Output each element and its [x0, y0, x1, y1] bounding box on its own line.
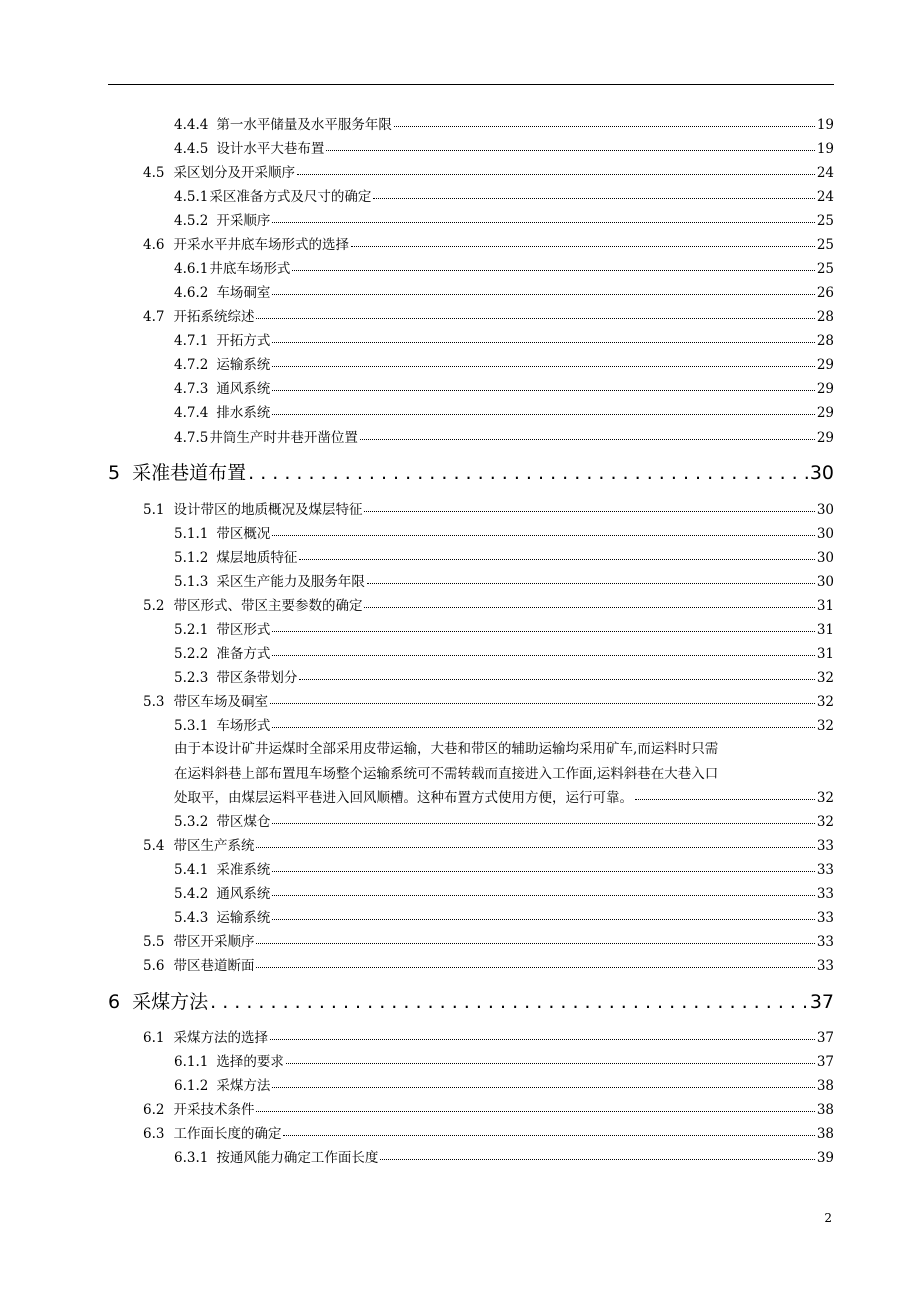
- dot-leader: [270, 1026, 815, 1041]
- toc-section-number: 4.5.1: [174, 189, 209, 205]
- toc-title: 带区煤仓: [216, 814, 271, 830]
- dot-leader: [256, 305, 814, 320]
- dot-leader: [272, 618, 814, 633]
- toc-title: 第一水平储量及水平服务年限: [216, 117, 392, 133]
- toc-entry[interactable]: [174, 570, 834, 590]
- dot-leader: [373, 185, 814, 200]
- toc-title: 带区条带划分: [216, 670, 298, 686]
- toc-page-number: 25: [816, 237, 834, 253]
- toc-section-number: 6: [108, 991, 121, 1013]
- toc-title: 车场硐室: [216, 285, 271, 301]
- toc-page-number: 30: [816, 502, 834, 518]
- toc-section-number: 4.6: [143, 237, 165, 253]
- toc-entry[interactable]: [174, 642, 834, 662]
- toc-page-number: 19: [816, 141, 834, 157]
- toc-page-number: 33: [816, 934, 834, 950]
- toc-entry[interactable]: [143, 690, 834, 710]
- toc-title: 带区概况: [216, 526, 271, 542]
- paragraph-line: 由于本设计矿井运煤时全部采用皮带运输，大巷和带区的辅助运输均采用矿车,而运料时只需: [174, 741, 719, 757]
- toc-page-number: 30: [809, 462, 834, 484]
- toc-title: 采区生产能力及服务年限: [216, 574, 365, 590]
- toc-title: 带区车场及硐室: [173, 694, 268, 710]
- toc-title: 准备方式: [216, 646, 271, 662]
- dot-leader: [367, 570, 815, 585]
- toc-page-number: 24: [816, 165, 834, 181]
- toc-title: 车场形式: [216, 718, 271, 734]
- dot-leader: [248, 462, 808, 484]
- toc-section-number: 5.3: [143, 694, 165, 710]
- toc-page-number: 39: [816, 1150, 834, 1166]
- toc-page-number: 29: [816, 430, 834, 446]
- toc-page-number: 32: [816, 694, 834, 710]
- toc-section-number: 4.5: [143, 165, 165, 181]
- dot-leader: [256, 1098, 814, 1113]
- toc-section-number: 5.1: [143, 502, 165, 518]
- toc-title: 采准巷道布置: [132, 462, 247, 484]
- toc-chapter-entry[interactable]: [108, 987, 834, 1014]
- toc-section-number: 5.3.2: [174, 814, 209, 830]
- toc-section-number: 4.7.1: [174, 333, 209, 349]
- toc-title: 采煤方法: [216, 1078, 271, 1094]
- toc-entry[interactable]: [174, 257, 834, 277]
- toc-title: 开采顺序: [216, 213, 271, 229]
- dot-leader: [360, 426, 815, 441]
- toc-entry[interactable]: [174, 906, 834, 926]
- toc-entry[interactable]: [143, 1026, 834, 1046]
- toc-title: 设计水平大巷布置: [216, 141, 325, 157]
- toc-page-number: 33: [816, 838, 834, 854]
- toc-entry[interactable]: [174, 113, 834, 133]
- toc-entry[interactable]: [143, 498, 834, 518]
- toc-page-number: 26: [816, 285, 834, 301]
- toc-entry[interactable]: [143, 1098, 834, 1118]
- toc-page-number: 32: [816, 814, 834, 830]
- paragraph-last-line: [174, 786, 834, 811]
- toc-entry[interactable]: [174, 209, 834, 229]
- toc-section-number: 5.2.3: [174, 670, 209, 686]
- toc-entry[interactable]: [174, 329, 834, 349]
- toc-title: 带区形式、带区主要参数的确定: [173, 598, 363, 614]
- toc-entry[interactable]: [174, 858, 834, 878]
- dot-leader: [364, 594, 814, 609]
- toc-section-number: 5.2: [143, 598, 165, 614]
- dot-leader: [326, 137, 814, 152]
- toc-title: 开拓系统综述: [173, 309, 255, 325]
- dot-leader: [272, 281, 814, 296]
- toc-section-number: 6.3: [143, 1126, 165, 1142]
- toc-section-number: 4.7.2: [174, 357, 209, 373]
- dot-leader: [272, 401, 814, 416]
- toc-entry[interactable]: [174, 353, 834, 373]
- dot-leader: [272, 642, 814, 657]
- toc-entry[interactable]: [174, 137, 834, 157]
- toc-title: 带区巷道断面: [173, 958, 255, 974]
- dot-leader: [272, 209, 814, 224]
- toc-page-number: 38: [816, 1102, 834, 1118]
- toc-page-number: 29: [816, 381, 834, 397]
- toc-title: 井底车场形式: [209, 261, 291, 277]
- toc-page-number: 32: [816, 718, 834, 734]
- toc-section-number: 5.4: [143, 838, 165, 854]
- toc-section-number: 5: [108, 462, 121, 484]
- toc-title: 采煤方法: [132, 991, 209, 1013]
- toc-section-number: 4.7.5: [174, 430, 209, 446]
- toc-section-number: 6.2: [143, 1102, 165, 1118]
- dot-leader: [272, 329, 814, 344]
- dot-leader: [299, 546, 814, 561]
- dot-leader: [297, 161, 815, 176]
- toc-page-number: 33: [816, 958, 834, 974]
- toc-page-number: 25: [816, 213, 834, 229]
- toc-title: 煤层地质特征: [216, 550, 298, 566]
- toc-entry[interactable]: [174, 1050, 834, 1070]
- dot-leader: [256, 954, 814, 969]
- toc-title: 开采技术条件: [173, 1102, 255, 1118]
- dot-leader: [380, 1146, 814, 1161]
- dot-leader: [394, 113, 815, 128]
- toc-title: 开采水平井底车场形式的选择: [173, 237, 349, 253]
- toc-page-number: 29: [816, 357, 834, 373]
- toc-entry[interactable]: [143, 1122, 834, 1142]
- toc-entry[interactable]: [174, 377, 834, 397]
- paragraph-line: 处取平，由煤层运料平巷进入回风顺槽。这种布置方式使用方便，运行可靠。: [174, 790, 633, 806]
- toc-page-number: 30: [816, 550, 834, 566]
- toc-page-number: 25: [816, 261, 834, 277]
- toc-title: 按通风能力确定工作面长度: [216, 1150, 379, 1166]
- toc-title: 开拓方式: [216, 333, 271, 349]
- toc-section-number: 4.5.2: [174, 213, 209, 229]
- dot-leader: [270, 690, 815, 705]
- toc-inline-paragraph: [174, 737, 834, 811]
- toc-chapter-entry[interactable]: [108, 458, 834, 485]
- toc-title: 排水系统: [216, 405, 271, 421]
- toc-section-number: 4.7: [143, 309, 165, 325]
- toc-page-number: 31: [816, 622, 834, 638]
- dot-leader: [635, 786, 815, 801]
- dot-leader: [272, 353, 814, 368]
- toc-page-number: 37: [809, 991, 834, 1013]
- toc-page-number: 33: [816, 910, 834, 926]
- dot-leader: [256, 834, 814, 849]
- toc-title: 运输系统: [216, 357, 271, 373]
- toc-page-number: 28: [816, 309, 834, 325]
- dot-leader: [364, 498, 814, 513]
- toc-section-number: 5.5: [143, 934, 165, 950]
- dot-leader: [272, 714, 814, 729]
- toc-page-number: 30: [816, 526, 834, 542]
- toc-entry[interactable]: [174, 1074, 834, 1094]
- dot-leader: [272, 810, 814, 825]
- toc-page-number: 38: [816, 1078, 834, 1094]
- page-number: 2: [824, 1211, 832, 1225]
- dot-leader: [292, 257, 814, 272]
- toc-page-number: 19: [816, 117, 834, 133]
- dot-leader: [272, 906, 814, 921]
- dot-leader: [272, 882, 814, 897]
- dot-leader: [272, 858, 814, 873]
- paragraph-line: 在运料斜巷上部布置甩车场整个运输系统可不需转载而直接进入工作面,运料斜巷在大巷入口: [174, 765, 719, 782]
- toc-entry[interactable]: [174, 426, 834, 446]
- dot-leader: [210, 991, 808, 1013]
- toc-page-number: 32: [816, 670, 834, 686]
- toc-section-number: 5.1.2: [174, 550, 209, 566]
- toc-title: 采区准备方式及尺寸的确定: [209, 189, 372, 205]
- toc-section-number: 6.3.1: [174, 1150, 209, 1166]
- toc-section-number: 4.6.2: [174, 285, 209, 301]
- toc-title: 采区划分及开采顺序: [173, 165, 295, 181]
- toc-entry[interactable]: [143, 954, 834, 974]
- dot-leader: [283, 1122, 814, 1137]
- dot-leader: [351, 233, 815, 248]
- toc-section-number: 4.7.3: [174, 381, 209, 397]
- toc-page-number: 37: [816, 1030, 834, 1046]
- toc-entry[interactable]: [143, 834, 834, 854]
- dot-leader: [299, 666, 814, 681]
- toc-page-number: 37: [816, 1054, 834, 1070]
- toc-entry[interactable]: [174, 281, 834, 301]
- toc-section-number: 5.1.3: [174, 574, 209, 590]
- toc-title: 工作面长度的确定: [173, 1126, 282, 1142]
- toc-section-number: 5.6: [143, 958, 165, 974]
- toc-entry[interactable]: [143, 305, 834, 325]
- header-rule: [108, 84, 834, 85]
- toc-title: 通风系统: [216, 886, 271, 902]
- toc-section-number: 4.4.5: [174, 141, 209, 157]
- toc-page-number: 33: [816, 862, 834, 878]
- toc-title: 采煤方法的选择: [173, 1030, 268, 1046]
- toc-entry[interactable]: [174, 1146, 834, 1166]
- toc-entry[interactable]: [174, 666, 834, 686]
- toc-entry[interactable]: [143, 161, 834, 181]
- toc-section-number: 6.1.2: [174, 1078, 209, 1094]
- toc-section-number: 5.4.2: [174, 886, 209, 902]
- toc-entry[interactable]: [174, 882, 834, 902]
- toc-section-number: 5.1.1: [174, 526, 209, 542]
- toc-page-number: 38: [816, 1126, 834, 1142]
- toc-title: 带区生产系统: [173, 838, 255, 854]
- toc-entry[interactable]: [143, 930, 834, 950]
- toc-page-number: 29: [816, 405, 834, 421]
- dot-leader: [272, 522, 814, 537]
- dot-leader: [286, 1050, 815, 1065]
- toc-entry[interactable]: [143, 233, 834, 253]
- toc-page-number: 28: [816, 333, 834, 349]
- toc-entry[interactable]: [174, 522, 834, 542]
- toc-entry[interactable]: [174, 185, 834, 205]
- toc-section-number: 4.6.1: [174, 261, 209, 277]
- toc-entry[interactable]: [143, 594, 834, 614]
- toc-section-number: 5.4.3: [174, 910, 209, 926]
- toc-title: 设计带区的地质概况及煤层特征: [173, 502, 363, 518]
- toc-section-number: 6.1.1: [174, 1054, 209, 1070]
- toc-entry[interactable]: [174, 714, 834, 734]
- toc-page-number: 31: [816, 646, 834, 662]
- toc-entry[interactable]: [174, 618, 834, 638]
- toc-section-number: 5.2.2: [174, 646, 209, 662]
- toc-title: 运输系统: [216, 910, 271, 926]
- toc-section-number: 4.4.4: [174, 117, 209, 133]
- toc-entry[interactable]: [174, 546, 834, 566]
- toc-page-number: 24: [816, 189, 834, 205]
- toc-section-number: 5.4.1: [174, 862, 209, 878]
- toc-page-number: 33: [816, 886, 834, 902]
- toc-section-number: 5.3.1: [174, 718, 209, 734]
- dot-leader: [272, 377, 814, 392]
- toc-title: 带区形式: [216, 622, 271, 638]
- toc-page-number: 31: [816, 598, 834, 614]
- dot-leader: [256, 930, 814, 945]
- toc-title: 带区开采顺序: [173, 934, 255, 950]
- toc-section-number: 4.7.4: [174, 405, 209, 421]
- toc-title: 采准系统: [216, 862, 271, 878]
- toc-entry[interactable]: [174, 810, 834, 830]
- toc-page-number: 30: [816, 574, 834, 590]
- toc-entry[interactable]: [174, 401, 834, 421]
- toc-title: 通风系统: [216, 381, 271, 397]
- dot-leader: [272, 1074, 814, 1089]
- toc-page-number: 32: [816, 790, 834, 806]
- toc-section-number: 5.2.1: [174, 622, 209, 638]
- toc-section-number: 6.1: [143, 1030, 165, 1046]
- toc-title: 井筒生产时井巷开凿位置: [209, 430, 358, 446]
- toc-title: 选择的要求: [216, 1054, 284, 1070]
